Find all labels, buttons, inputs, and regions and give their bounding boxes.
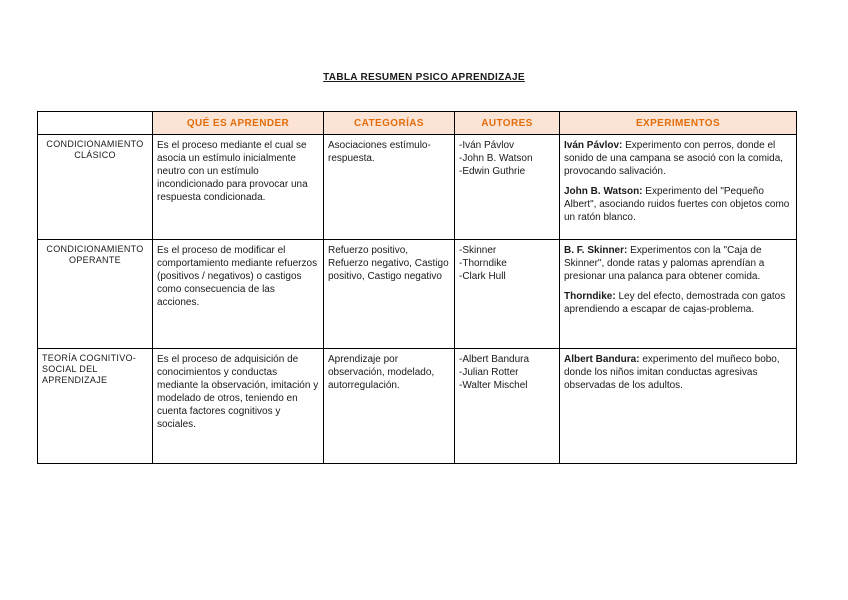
- experiment-entry: [564, 290, 792, 316]
- header-blank-cell: [38, 112, 153, 135]
- experiment-text: Experimentos con la "Caja de Skinner", donde ratas y palomas aprendían a presionar una palanca para obtener comida.: [564, 245, 765, 282]
- definition-cell: Es el proceso mediante el cual se asocia un estímulo inicialmente neutro con un estímulo incondicionado para provocar una respuesta condicionada.: [153, 135, 324, 240]
- experiments-cell: [560, 349, 797, 464]
- experiment-author: Albert Bandura:: [564, 354, 640, 365]
- header-definition: QUÉ ES APRENDER: [153, 112, 324, 135]
- header-categories: CATEGORÍAS: [324, 112, 455, 135]
- author-item: -Edwin Guthrie: [459, 166, 526, 177]
- summary-table: [37, 111, 797, 464]
- experiments-cell: [560, 240, 797, 349]
- experiment-text: Experimento del "Pequeño Albert", asociando ruidos fuertes con objetos como un ratón blanco.: [564, 186, 790, 223]
- author-item: -Iván Pávlov: [459, 140, 515, 151]
- header-experiments: EXPERIMENTOS: [560, 112, 797, 135]
- experiment-entry: [564, 185, 792, 224]
- experiment-text: Experimento con perros, donde el sonido de una campana se asoció con la comida, provocando salivación.: [564, 140, 784, 177]
- categories-cell: Aprendizaje por observación, modelado, autorregulación.: [324, 349, 455, 464]
- author-item: -Julian Rotter: [459, 367, 519, 378]
- experiment-entry: [564, 353, 792, 392]
- categories-cell: Asociaciones estímulo-respuesta.: [324, 135, 455, 240]
- author-item: -Clark Hull: [459, 271, 506, 282]
- categories-cell: Refuerzo positivo, Refuerzo negativo, Castigo positivo, Castigo negativo: [324, 240, 455, 349]
- experiment-author: B. F. Skinner:: [564, 245, 628, 256]
- authors-cell: [455, 240, 560, 349]
- experiment-text: Ley del efecto, demostrada con gatos aprendiendo a escapar de cajas-problema.: [564, 291, 786, 315]
- table-row: [38, 240, 797, 349]
- row-title: CONDICIONAMIENTO CLÁSICO: [38, 135, 153, 240]
- experiment-author: Iván Pávlov:: [564, 140, 623, 151]
- experiment-entry: [564, 139, 792, 178]
- document-title: TABLA RESUMEN PSICO APRENDIZAJE: [323, 72, 525, 83]
- authors-cell: [455, 349, 560, 464]
- table-row: [38, 135, 797, 240]
- author-item: -Albert Bandura: [459, 354, 530, 365]
- experiment-text: experimento del muñeco bobo, donde los niños imitan conductas agresivas observadas de los adultos.: [564, 354, 780, 391]
- experiment-author: Thorndike:: [564, 291, 616, 302]
- experiments-cell: [560, 135, 797, 240]
- author-item: -John B. Watson: [459, 153, 533, 164]
- definition-cell: Es el proceso de adquisición de conocimientos y conductas mediante la observación, imitación y modelado de otros, teniendo en cuenta factores cognitivos y sociales.: [153, 349, 324, 464]
- author-item: -Walter Mischel: [459, 380, 528, 391]
- table-header-row: [38, 112, 797, 135]
- table-row: [38, 349, 797, 464]
- experiment-author: John B. Watson:: [564, 186, 643, 197]
- row-title: TEORÍA COGNITIVO-SOCIAL DEL APRENDIZAJE: [38, 349, 153, 464]
- definition-cell: Es el proceso de modificar el comportamiento mediante refuerzos (positivos / negativos) o castigos como consecuencia de las acciones.: [153, 240, 324, 349]
- header-authors: AUTORES: [455, 112, 560, 135]
- author-item: -Skinner: [459, 245, 497, 256]
- row-title: CONDICIONAMIENTO OPERANTE: [38, 240, 153, 349]
- authors-cell: [455, 135, 560, 240]
- experiment-entry: [564, 244, 792, 283]
- author-item: -Thorndike: [459, 258, 507, 269]
